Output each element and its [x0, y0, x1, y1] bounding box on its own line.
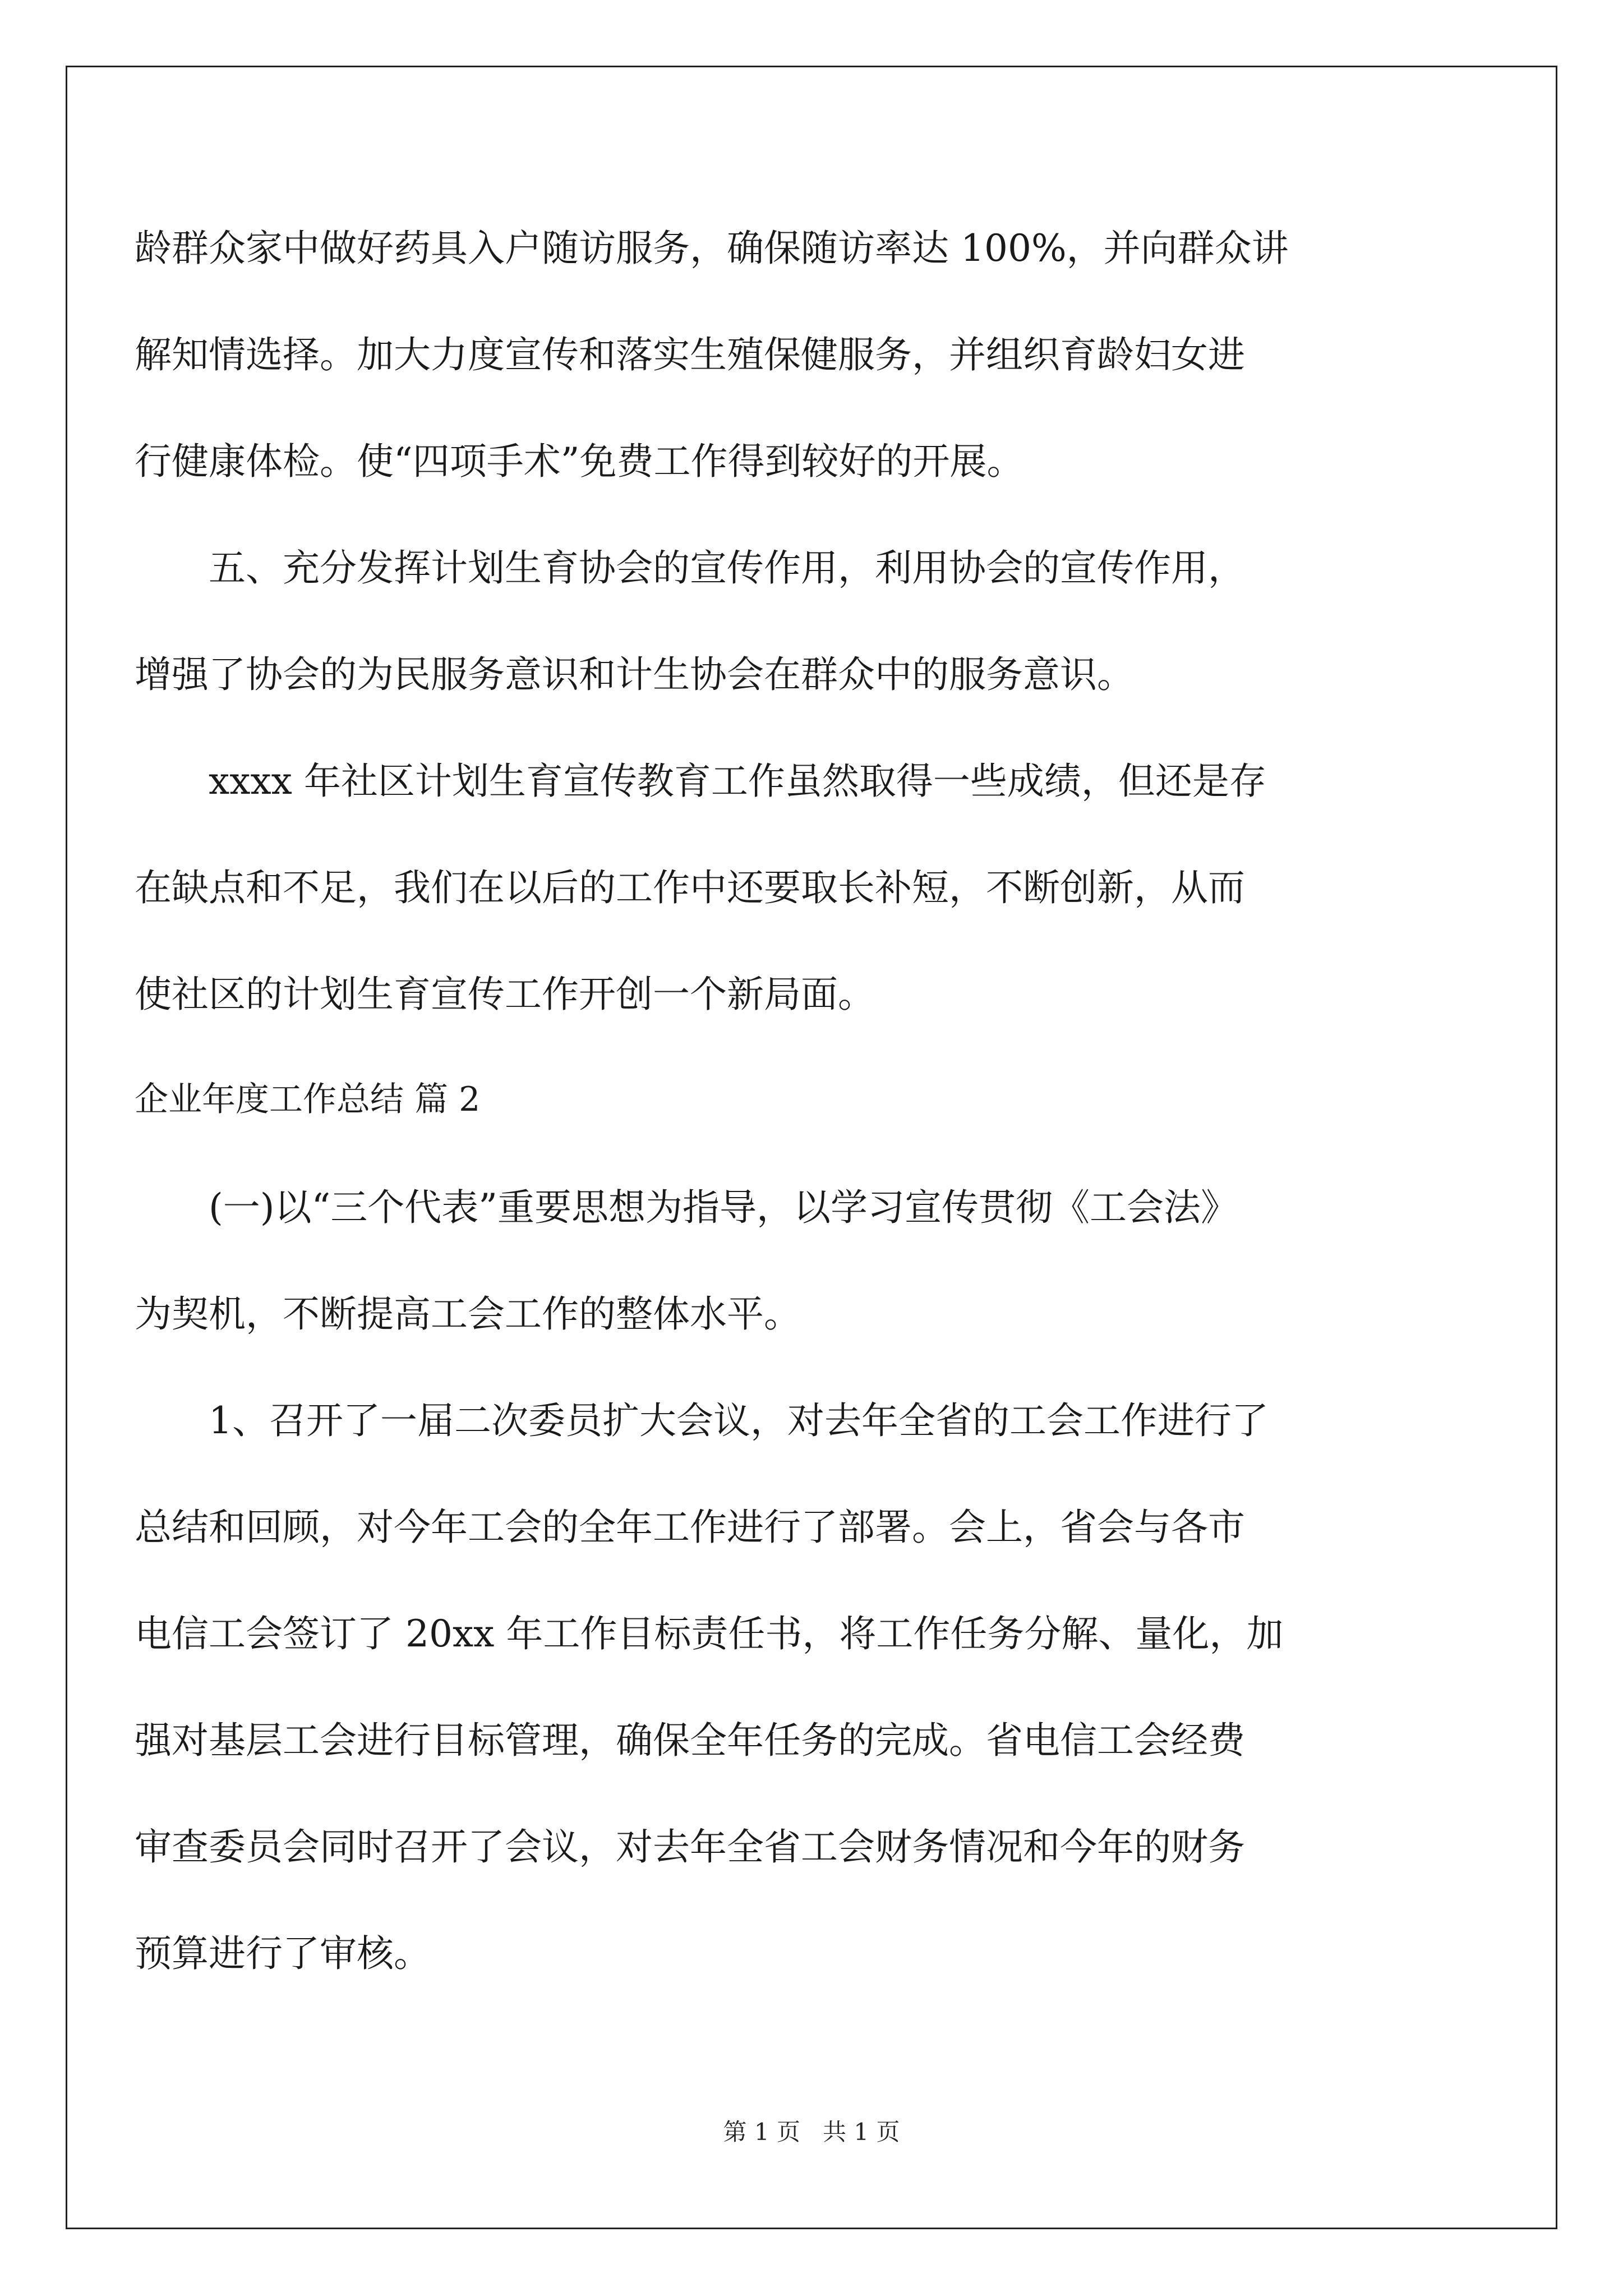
- section-heading: 企业年度工作总结 篇 2: [135, 1080, 481, 1119]
- body-text-line: 增强了协会的为民服务意识和计生协会在群众中的服务意识。: [135, 653, 1134, 696]
- body-text-line: 1、召开了一届二次委员扩大会议，对去年全省的工会工作进行了: [209, 1399, 1269, 1442]
- body-text-line: 行健康体检。使“四项手术”免费工作得到较好的开展。: [135, 440, 1024, 483]
- body-text-line: 电信工会签订了 20xx 年工作目标责任书，将工作任务分解、量化，加: [135, 1612, 1284, 1655]
- body-text-line: 总结和回顾，对今年工会的全年工作进行了部署。会上，省会与各市: [135, 1506, 1245, 1549]
- page-border: [66, 66, 1557, 2229]
- body-text-line: 龄群众家中做好药具入户随访服务，确保随访率达 100%，并向群众讲: [135, 227, 1289, 270]
- page-number-footer: 第 1 页 共 1 页: [723, 2118, 900, 2146]
- body-text-line: 在缺点和不足，我们在以后的工作中还要取长补短，不断创新，从而: [135, 866, 1245, 909]
- body-text-line: 审查委员会同时召开了会议，对去年全省工会财务情况和今年的财务: [135, 1825, 1245, 1869]
- body-text-line: (一)以“三个代表”重要思想为指导，以学习宣传贯彻《工会法》: [209, 1186, 1238, 1229]
- body-text-line: 预算进行了审核。: [135, 1932, 431, 1975]
- body-text-line: 五、充分发挥计划生育协会的宣传作用，利用协会的宣传作用，: [209, 546, 1245, 590]
- body-text-line: 强对基层工会进行目标管理，确保全年任务的完成。省电信工会经费: [135, 1719, 1245, 1762]
- body-text-line: 为契机，不断提高工会工作的整体水平。: [135, 1292, 801, 1336]
- body-text-line: 使社区的计划生育宣传工作开创一个新局面。: [135, 973, 875, 1016]
- body-text-line: 解知情选择。加大力度宣传和落实生殖保健服务，并组织育龄妇女进: [135, 333, 1245, 376]
- body-text-line: xxxx 年社区计划生育宣传教育工作虽然取得一些成绩，但还是存: [209, 760, 1266, 803]
